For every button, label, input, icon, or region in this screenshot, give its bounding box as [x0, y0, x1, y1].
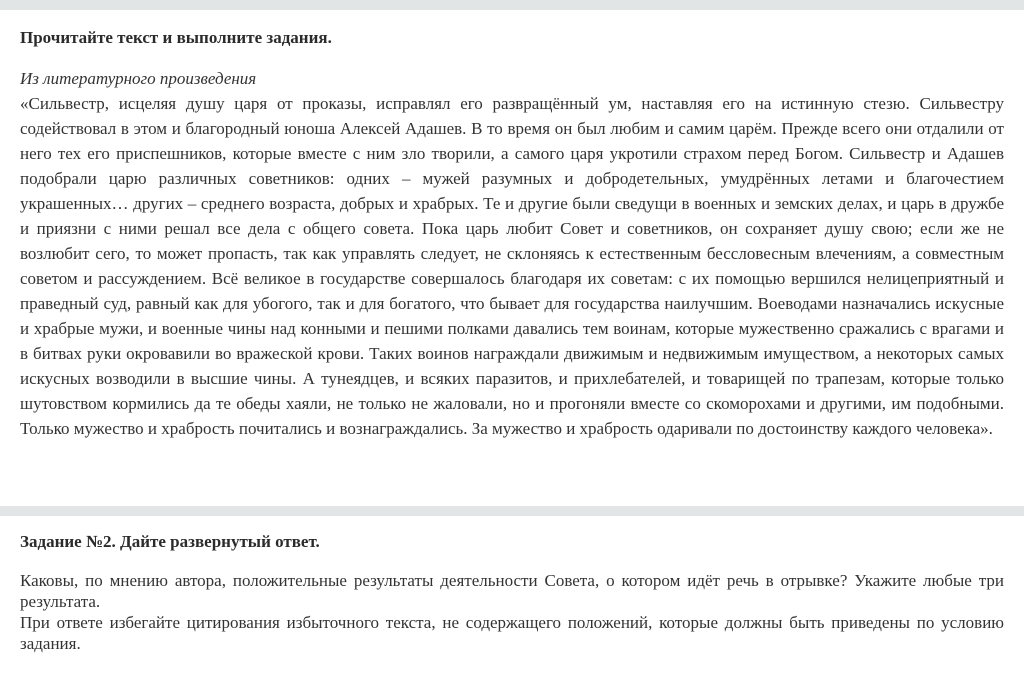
passage-text: «Сильвестр, исцеляя душу царя от проказы, исправлял его развращённый ум, наставляя его на истинную стезю. Сильвестру содействовал в этом и благородный юноша Алексей Адашев. В то время он был любим и самим царём. Прежде всего они отдалили от него тех его приспешников, которые вместе с ним зло творили, а самого царя укротили страхом перед Богом. Сильвестр и Адашев подобрали царю различных советников: одних – мужей разумных и добродетельных, умудрённых летами и благочестием украшенных… других – среднего возраста, добрых и храбрых. Те и другие были сведущи в военных и земских делах, и царь в дружбе и приязни с ними решал все дела с общего совета. Пока царь любит Совет и советников, он сохраняет душу свою; если же не возлюбит сего, то может пропасть, так как управлять следует, не склоняясь к естественным бессловесным влечениям, а совместным советом и рассуждением. Всё великое в государстве совершалось благодаря их советам: с их помощью вершился нелицеприятный и праведный суд, равный как для убогого, так и для богатого, что бывает для государства наилучшим. Воеводами назначались искусные и храбрые мужи, и военные чины над конными и пешими полками давались тем воинам, которые мужественно сражались с врагами и в битвах руки окровавили во вражеской крови. Таких воинов награждали движимым и недвижимым имуществом, а некоторых самых искусных возводили в высшие чины. А тунеядцев, и всяких паразитов, и прихлебателей, и товарищей по трапезам, которые только шутовством кормились да те обеды хаяли, не только не жаловали, но и прогоняли вместе со скоморохами и другими, им подобными. Только мужество и храбрость почитались и вознаграждались. За мужество и храбрость одаривали по достоинству каждого человека».	[20, 94, 1004, 438]
task-note: При ответе избегайте цитирования избыточного текста, не содержащего положений, которые должны быть приведены по условию задания.	[20, 613, 1004, 653]
reading-section	[0, 10, 1024, 441]
task-heading: Задание №2. Дайте развернутый ответ.	[20, 532, 320, 551]
top-divider	[0, 0, 1024, 10]
task-section	[0, 532, 1024, 654]
section-divider	[0, 506, 1024, 516]
reading-instruction: Прочитайте текст и выполните задания.	[20, 28, 332, 47]
source-label: Из литературного произведения	[20, 69, 257, 88]
task-question: Каковы, по мнению автора, положительные результаты деятельности Совета, о котором идёт речь в отрывке? Укажите любые три результата.	[20, 571, 1004, 611]
